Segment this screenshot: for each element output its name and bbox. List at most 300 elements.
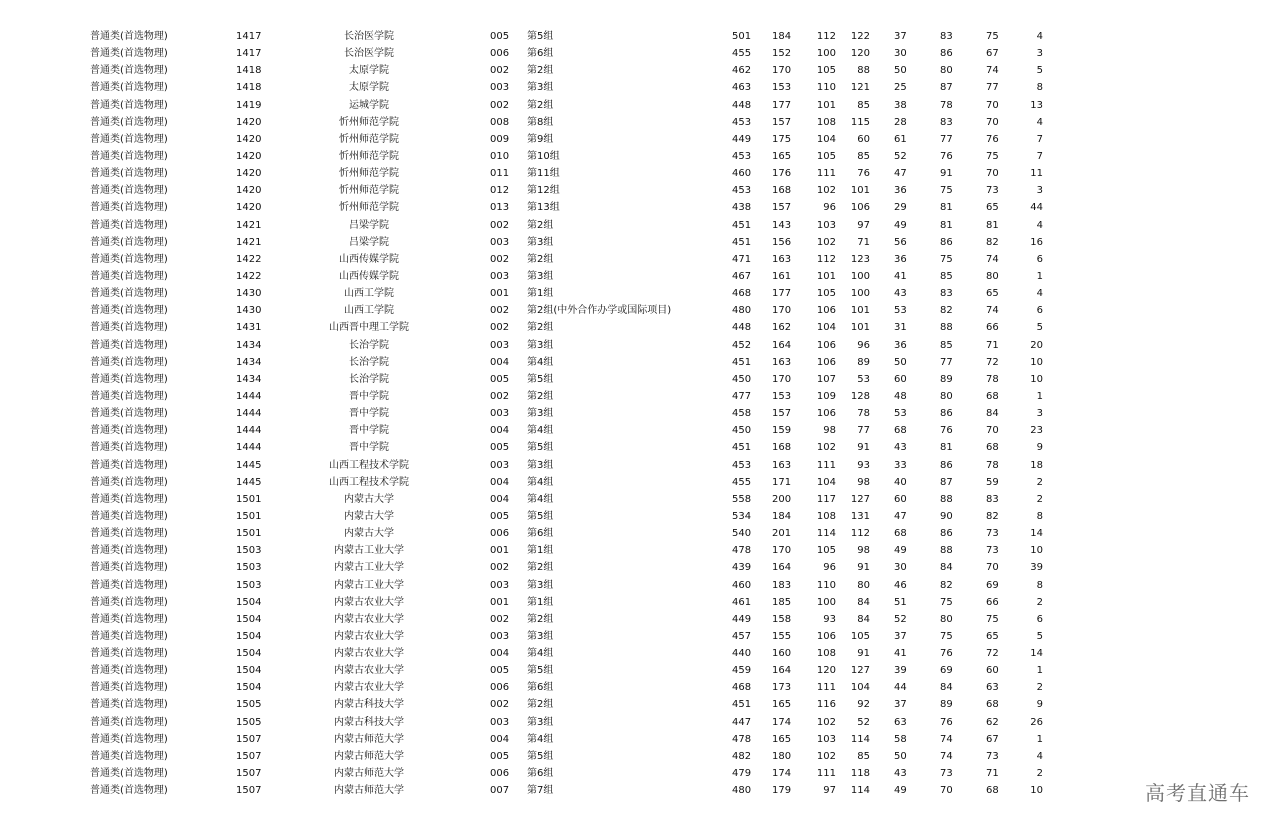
cell-elective-3: 82 bbox=[986, 236, 999, 248]
cell-category: 普通类(首选物理) bbox=[90, 356, 168, 368]
cell-english-score: 53 bbox=[857, 373, 870, 385]
cell-group-code: 003 bbox=[490, 459, 510, 471]
cell-school-code: 1434 bbox=[236, 373, 262, 385]
cell-rank-count: 11 bbox=[1030, 168, 1043, 180]
cell-school-code: 1420 bbox=[236, 168, 262, 180]
cell-elective-2: 77 bbox=[940, 356, 953, 368]
cell-elective-1: 49 bbox=[894, 785, 907, 797]
cell-math-score: 108 bbox=[816, 116, 836, 128]
table-row bbox=[0, 45, 1280, 62]
cell-total-score: 468 bbox=[732, 288, 752, 300]
cell-category: 普通类(首选物理) bbox=[90, 408, 168, 420]
cell-school-code: 1419 bbox=[236, 99, 262, 111]
cell-school-code: 1503 bbox=[236, 545, 262, 557]
cell-elective-2: 74 bbox=[940, 750, 953, 762]
cell-elective-2: 81 bbox=[940, 219, 953, 231]
cell-elective-1: 49 bbox=[894, 219, 907, 231]
table-row bbox=[0, 251, 1280, 268]
cell-group-name: 第2组 bbox=[527, 613, 554, 625]
table-row bbox=[0, 28, 1280, 45]
cell-group-code: 001 bbox=[490, 288, 510, 300]
cell-total-score: 462 bbox=[732, 65, 752, 77]
cell-category: 普通类(首选物理) bbox=[90, 133, 168, 145]
cell-school-name: 内蒙古农业大学 bbox=[334, 630, 404, 642]
cell-school-name: 内蒙古科技大学 bbox=[334, 699, 404, 711]
cell-category: 普通类(首选物理) bbox=[90, 305, 168, 317]
cell-elective-1: 39 bbox=[894, 665, 907, 677]
cell-school-name: 内蒙古工业大学 bbox=[334, 579, 404, 591]
cell-elective-1: 37 bbox=[894, 699, 907, 711]
cell-school-code: 1507 bbox=[236, 785, 262, 797]
cell-math-score: 104 bbox=[816, 476, 836, 488]
cell-category: 普通类(首选物理) bbox=[90, 150, 168, 162]
cell-total-score: 439 bbox=[732, 562, 752, 574]
cell-group-code: 002 bbox=[490, 390, 510, 402]
cell-group-code: 008 bbox=[490, 116, 510, 128]
cell-elective-1: 41 bbox=[894, 648, 907, 660]
cell-english-score: 101 bbox=[850, 185, 870, 197]
cell-rank-count: 44 bbox=[1030, 202, 1043, 214]
cell-category: 普通类(首选物理) bbox=[90, 373, 168, 385]
cell-elective-1: 48 bbox=[894, 390, 907, 402]
cell-elective-3: 73 bbox=[986, 545, 999, 557]
cell-school-name: 内蒙古师范大学 bbox=[334, 733, 404, 745]
cell-elective-2: 86 bbox=[940, 236, 953, 248]
cell-group-name: 第2组 bbox=[527, 322, 554, 334]
cell-elective-2: 80 bbox=[940, 65, 953, 77]
cell-english-score: 52 bbox=[857, 716, 870, 728]
cell-school-code: 1421 bbox=[236, 219, 262, 231]
cell-total-score: 477 bbox=[732, 390, 752, 402]
cell-rank-count: 26 bbox=[1030, 716, 1043, 728]
cell-group-name: 第2组 bbox=[527, 253, 554, 265]
cell-category: 普通类(首选物理) bbox=[90, 682, 168, 694]
cell-group-code: 003 bbox=[490, 408, 510, 420]
cell-english-score: 80 bbox=[857, 579, 870, 591]
cell-group-code: 005 bbox=[490, 373, 510, 385]
cell-rank-count: 3 bbox=[1036, 48, 1043, 60]
cell-school-code: 1507 bbox=[236, 750, 262, 762]
cell-category: 普通类(首选物理) bbox=[90, 562, 168, 574]
cell-english-score: 105 bbox=[850, 630, 870, 642]
cell-elective-1: 60 bbox=[894, 493, 907, 505]
cell-elective-1: 52 bbox=[894, 613, 907, 625]
table-row bbox=[0, 319, 1280, 336]
cell-chinese-score: 157 bbox=[772, 202, 792, 214]
cell-total-score: 438 bbox=[732, 202, 752, 214]
table-row bbox=[0, 79, 1280, 96]
cell-english-score: 121 bbox=[850, 82, 870, 94]
cell-total-score: 453 bbox=[732, 185, 752, 197]
cell-math-score: 106 bbox=[816, 408, 836, 420]
cell-category: 普通类(首选物理) bbox=[90, 613, 168, 625]
cell-group-code: 005 bbox=[490, 665, 510, 677]
cell-chinese-score: 143 bbox=[772, 219, 792, 231]
cell-math-score: 106 bbox=[816, 630, 836, 642]
cell-rank-count: 39 bbox=[1030, 562, 1043, 574]
cell-group-name: 第5组 bbox=[527, 442, 554, 454]
cell-group-name: 第3组 bbox=[527, 716, 554, 728]
cell-english-score: 100 bbox=[850, 288, 870, 300]
cell-school-name: 内蒙古大学 bbox=[344, 510, 394, 522]
cell-math-score: 98 bbox=[823, 425, 836, 437]
cell-elective-1: 50 bbox=[894, 65, 907, 77]
cell-total-score: 540 bbox=[732, 528, 752, 540]
cell-group-code: 002 bbox=[490, 253, 510, 265]
table-row bbox=[0, 731, 1280, 748]
cell-group-code: 001 bbox=[490, 596, 510, 608]
cell-group-code: 005 bbox=[490, 31, 510, 42]
table-row bbox=[0, 782, 1280, 799]
cell-rank-count: 4 bbox=[1036, 750, 1043, 762]
cell-group-code: 004 bbox=[490, 733, 510, 745]
cell-math-score: 100 bbox=[816, 596, 836, 608]
cell-school-name: 内蒙古工业大学 bbox=[334, 545, 404, 557]
cell-school-code: 1422 bbox=[236, 253, 262, 265]
cell-group-name: 第4组 bbox=[527, 648, 554, 660]
cell-elective-1: 52 bbox=[894, 150, 907, 162]
cell-category: 普通类(首选物理) bbox=[90, 185, 168, 197]
cell-school-code: 1434 bbox=[236, 356, 262, 368]
cell-category: 普通类(首选物理) bbox=[90, 339, 168, 351]
cell-elective-3: 70 bbox=[986, 116, 999, 128]
cell-group-name: 第5组 bbox=[527, 373, 554, 385]
cell-math-score: 105 bbox=[816, 65, 836, 77]
cell-english-score: 85 bbox=[857, 750, 870, 762]
cell-math-score: 106 bbox=[816, 305, 836, 317]
cell-school-name: 长治学院 bbox=[349, 356, 389, 368]
cell-group-name: 第2组 bbox=[527, 99, 554, 111]
cell-math-score: 101 bbox=[816, 99, 836, 111]
cell-math-score: 112 bbox=[816, 31, 836, 42]
cell-elective-1: 43 bbox=[894, 768, 907, 780]
cell-total-score: 463 bbox=[732, 82, 752, 94]
cell-school-name: 晋中学院 bbox=[349, 408, 389, 420]
cell-total-score: 479 bbox=[732, 768, 752, 780]
score-table bbox=[0, 28, 1280, 799]
cell-rank-count: 2 bbox=[1036, 596, 1043, 608]
cell-category: 普通类(首选物理) bbox=[90, 596, 168, 608]
cell-chinese-score: 165 bbox=[772, 150, 792, 162]
cell-chinese-score: 179 bbox=[772, 785, 792, 797]
cell-school-name: 忻州师范学院 bbox=[339, 185, 399, 197]
cell-total-score: 460 bbox=[732, 579, 752, 591]
cell-group-code: 006 bbox=[490, 48, 510, 60]
cell-school-code: 1444 bbox=[236, 390, 262, 402]
cell-rank-count: 8 bbox=[1036, 579, 1043, 591]
cell-elective-3: 68 bbox=[986, 785, 999, 797]
cell-total-score: 468 bbox=[732, 682, 752, 694]
cell-total-score: 449 bbox=[732, 613, 752, 625]
cell-math-score: 102 bbox=[816, 716, 836, 728]
cell-elective-2: 69 bbox=[940, 665, 953, 677]
cell-category: 普通类(首选物理) bbox=[90, 168, 168, 180]
cell-english-score: 120 bbox=[850, 48, 870, 60]
cell-elective-1: 30 bbox=[894, 562, 907, 574]
cell-rank-count: 18 bbox=[1030, 459, 1043, 471]
cell-rank-count: 8 bbox=[1036, 82, 1043, 94]
cell-group-name: 第5组 bbox=[527, 31, 554, 42]
cell-total-score: 453 bbox=[732, 116, 752, 128]
cell-elective-1: 50 bbox=[894, 356, 907, 368]
cell-group-code: 004 bbox=[490, 648, 510, 660]
cell-category: 普通类(首选物理) bbox=[90, 116, 168, 128]
cell-group-code: 002 bbox=[490, 219, 510, 231]
cell-math-score: 104 bbox=[816, 133, 836, 145]
cell-group-code: 002 bbox=[490, 65, 510, 77]
table-row bbox=[0, 696, 1280, 713]
cell-math-score: 110 bbox=[816, 82, 836, 94]
cell-english-score: 89 bbox=[857, 356, 870, 368]
cell-school-code: 1504 bbox=[236, 613, 262, 625]
cell-chinese-score: 171 bbox=[772, 476, 792, 488]
cell-category: 普通类(首选物理) bbox=[90, 665, 168, 677]
cell-school-code: 1504 bbox=[236, 648, 262, 660]
cell-group-name: 第13组 bbox=[527, 202, 560, 214]
cell-rank-count: 5 bbox=[1036, 322, 1043, 334]
cell-group-name: 第11组 bbox=[527, 168, 560, 180]
cell-school-code: 1434 bbox=[236, 339, 262, 351]
cell-total-score: 451 bbox=[732, 699, 752, 711]
cell-chinese-score: 168 bbox=[772, 442, 792, 454]
cell-group-code: 004 bbox=[490, 493, 510, 505]
cell-elective-2: 81 bbox=[940, 442, 953, 454]
cell-rank-count: 16 bbox=[1030, 236, 1043, 248]
cell-category: 普通类(首选物理) bbox=[90, 493, 168, 505]
cell-english-score: 100 bbox=[850, 270, 870, 282]
cell-group-name: 第3组 bbox=[527, 630, 554, 642]
cell-school-name: 内蒙古师范大学 bbox=[334, 750, 404, 762]
cell-group-code: 012 bbox=[490, 185, 510, 197]
cell-elective-2: 85 bbox=[940, 270, 953, 282]
watermark-text: 高考直通车 bbox=[1145, 781, 1250, 805]
cell-math-score: 102 bbox=[816, 185, 836, 197]
cell-elective-2: 82 bbox=[940, 305, 953, 317]
cell-elective-1: 47 bbox=[894, 510, 907, 522]
cell-rank-count: 10 bbox=[1030, 356, 1043, 368]
cell-elective-1: 61 bbox=[894, 133, 907, 145]
cell-group-name: 第3组 bbox=[527, 82, 554, 94]
cell-group-name: 第4组 bbox=[527, 476, 554, 488]
cell-school-code: 1420 bbox=[236, 202, 262, 214]
cell-rank-count: 14 bbox=[1030, 648, 1043, 660]
cell-total-score: 440 bbox=[732, 648, 752, 660]
cell-school-name: 内蒙古大学 bbox=[344, 493, 394, 505]
cell-group-name: 第4组 bbox=[527, 733, 554, 745]
cell-math-score: 110 bbox=[816, 579, 836, 591]
table-row bbox=[0, 388, 1280, 405]
cell-group-name: 第7组 bbox=[527, 785, 554, 797]
cell-elective-2: 88 bbox=[940, 545, 953, 557]
cell-math-score: 103 bbox=[816, 733, 836, 745]
cell-category: 普通类(首选物理) bbox=[90, 733, 168, 745]
cell-math-score: 120 bbox=[816, 665, 836, 677]
cell-elective-2: 75 bbox=[940, 630, 953, 642]
cell-category: 普通类(首选物理) bbox=[90, 288, 168, 300]
cell-math-score: 96 bbox=[823, 202, 836, 214]
cell-chinese-score: 165 bbox=[772, 733, 792, 745]
cell-elective-3: 74 bbox=[986, 305, 999, 317]
cell-school-name: 忻州师范学院 bbox=[339, 116, 399, 128]
cell-group-name: 第2组 bbox=[527, 65, 554, 77]
cell-elective-2: 83 bbox=[940, 31, 953, 42]
cell-group-name: 第5组 bbox=[527, 665, 554, 677]
cell-elective-3: 60 bbox=[986, 665, 999, 677]
cell-math-score: 109 bbox=[816, 390, 836, 402]
cell-group-code: 003 bbox=[490, 339, 510, 351]
cell-math-score: 106 bbox=[816, 339, 836, 351]
cell-group-code: 002 bbox=[490, 613, 510, 625]
cell-english-score: 131 bbox=[850, 510, 870, 522]
cell-elective-3: 67 bbox=[986, 48, 999, 60]
cell-category: 普通类(首选物理) bbox=[90, 425, 168, 437]
cell-school-code: 1418 bbox=[236, 82, 262, 94]
cell-elective-3: 75 bbox=[986, 150, 999, 162]
cell-category: 普通类(首选物理) bbox=[90, 768, 168, 780]
cell-chinese-score: 156 bbox=[772, 236, 792, 248]
cell-chinese-score: 152 bbox=[772, 48, 792, 60]
table-row bbox=[0, 268, 1280, 285]
cell-total-score: 453 bbox=[732, 459, 752, 471]
cell-math-score: 105 bbox=[816, 288, 836, 300]
cell-school-name: 山西传媒学院 bbox=[339, 270, 399, 282]
cell-math-score: 102 bbox=[816, 750, 836, 762]
cell-elective-3: 81 bbox=[986, 219, 999, 231]
cell-english-score: 88 bbox=[857, 65, 870, 77]
cell-category: 普通类(首选物理) bbox=[90, 528, 168, 540]
cell-elective-1: 29 bbox=[894, 202, 907, 214]
cell-category: 普通类(首选物理) bbox=[90, 219, 168, 231]
cell-school-name: 晋中学院 bbox=[349, 442, 389, 454]
cell-category: 普通类(首选物理) bbox=[90, 699, 168, 711]
table-row bbox=[0, 165, 1280, 182]
cell-elective-2: 87 bbox=[940, 82, 953, 94]
cell-elective-2: 80 bbox=[940, 390, 953, 402]
cell-english-score: 114 bbox=[850, 785, 870, 797]
cell-elective-3: 66 bbox=[986, 322, 999, 334]
cell-total-score: 455 bbox=[732, 48, 752, 60]
cell-group-code: 005 bbox=[490, 510, 510, 522]
cell-school-name: 山西工程技术学院 bbox=[329, 476, 409, 488]
cell-english-score: 115 bbox=[850, 116, 870, 128]
cell-elective-2: 81 bbox=[940, 202, 953, 214]
cell-group-code: 003 bbox=[490, 270, 510, 282]
cell-school-name: 内蒙古工业大学 bbox=[334, 562, 404, 574]
table-row bbox=[0, 559, 1280, 576]
cell-group-name: 第1组 bbox=[527, 596, 554, 608]
cell-math-score: 114 bbox=[816, 528, 836, 540]
cell-group-code: 004 bbox=[490, 476, 510, 488]
cell-elective-2: 75 bbox=[940, 596, 953, 608]
cell-elective-3: 78 bbox=[986, 459, 999, 471]
cell-english-score: 85 bbox=[857, 150, 870, 162]
cell-chinese-score: 170 bbox=[772, 305, 792, 317]
cell-elective-3: 68 bbox=[986, 699, 999, 711]
cell-school-name: 忻州师范学院 bbox=[339, 133, 399, 145]
table-row bbox=[0, 354, 1280, 371]
cell-elective-3: 65 bbox=[986, 202, 999, 214]
cell-rank-count: 2 bbox=[1036, 493, 1043, 505]
cell-rank-count: 10 bbox=[1030, 545, 1043, 557]
cell-school-code: 1503 bbox=[236, 562, 262, 574]
table-row bbox=[0, 302, 1280, 319]
cell-math-score: 100 bbox=[816, 48, 836, 60]
cell-total-score: 457 bbox=[732, 630, 752, 642]
cell-elective-3: 71 bbox=[986, 768, 999, 780]
cell-chinese-score: 200 bbox=[772, 493, 792, 505]
cell-elective-1: 53 bbox=[894, 305, 907, 317]
cell-group-code: 003 bbox=[490, 82, 510, 94]
cell-elective-1: 56 bbox=[894, 236, 907, 248]
cell-chinese-score: 183 bbox=[772, 579, 792, 591]
cell-english-score: 91 bbox=[857, 442, 870, 454]
cell-chinese-score: 153 bbox=[772, 82, 792, 94]
cell-english-score: 92 bbox=[857, 699, 870, 711]
cell-chinese-score: 170 bbox=[772, 65, 792, 77]
cell-total-score: 460 bbox=[732, 168, 752, 180]
cell-math-score: 107 bbox=[816, 373, 836, 385]
cell-elective-3: 63 bbox=[986, 682, 999, 694]
cell-school-name: 晋中学院 bbox=[349, 425, 389, 437]
cell-category: 普通类(首选物理) bbox=[90, 750, 168, 762]
cell-total-score: 448 bbox=[732, 322, 752, 334]
cell-rank-count: 4 bbox=[1036, 219, 1043, 231]
cell-group-code: 006 bbox=[490, 768, 510, 780]
cell-elective-1: 60 bbox=[894, 373, 907, 385]
cell-group-code: 002 bbox=[490, 305, 510, 317]
cell-english-score: 84 bbox=[857, 596, 870, 608]
cell-elective-3: 74 bbox=[986, 253, 999, 265]
cell-school-code: 1505 bbox=[236, 699, 262, 711]
cell-elective-2: 91 bbox=[940, 168, 953, 180]
cell-school-code: 1417 bbox=[236, 48, 262, 60]
table-row bbox=[0, 131, 1280, 148]
cell-group-code: 011 bbox=[490, 168, 510, 180]
cell-rank-count: 1 bbox=[1036, 270, 1043, 282]
cell-english-score: 98 bbox=[857, 476, 870, 488]
cell-total-score: 453 bbox=[732, 150, 752, 162]
table-row bbox=[0, 679, 1280, 696]
cell-elective-1: 49 bbox=[894, 545, 907, 557]
cell-total-score: 480 bbox=[732, 785, 752, 797]
cell-school-name: 内蒙古大学 bbox=[344, 528, 394, 540]
cell-school-name: 太原学院 bbox=[349, 65, 389, 77]
cell-chinese-score: 201 bbox=[772, 528, 792, 540]
table-row bbox=[0, 422, 1280, 439]
cell-category: 普通类(首选物理) bbox=[90, 716, 168, 728]
cell-school-name: 山西工程技术学院 bbox=[329, 459, 409, 471]
cell-elective-2: 83 bbox=[940, 288, 953, 300]
cell-elective-2: 86 bbox=[940, 48, 953, 60]
cell-elective-1: 31 bbox=[894, 322, 907, 334]
cell-school-name: 内蒙古科技大学 bbox=[334, 716, 404, 728]
cell-math-score: 111 bbox=[816, 768, 836, 780]
cell-group-name: 第5组 bbox=[527, 750, 554, 762]
cell-english-score: 128 bbox=[850, 390, 870, 402]
cell-chinese-score: 165 bbox=[772, 699, 792, 711]
cell-elective-2: 86 bbox=[940, 528, 953, 540]
cell-chinese-score: 153 bbox=[772, 390, 792, 402]
cell-school-name: 忻州师范学院 bbox=[339, 168, 399, 180]
cell-math-score: 117 bbox=[816, 493, 836, 505]
cell-group-code: 010 bbox=[490, 150, 510, 162]
cell-elective-1: 28 bbox=[894, 116, 907, 128]
cell-category: 普通类(首选物理) bbox=[90, 785, 168, 797]
cell-school-code: 1421 bbox=[236, 236, 262, 248]
cell-elective-1: 38 bbox=[894, 99, 907, 111]
table-row bbox=[0, 337, 1280, 354]
cell-group-code: 006 bbox=[490, 528, 510, 540]
